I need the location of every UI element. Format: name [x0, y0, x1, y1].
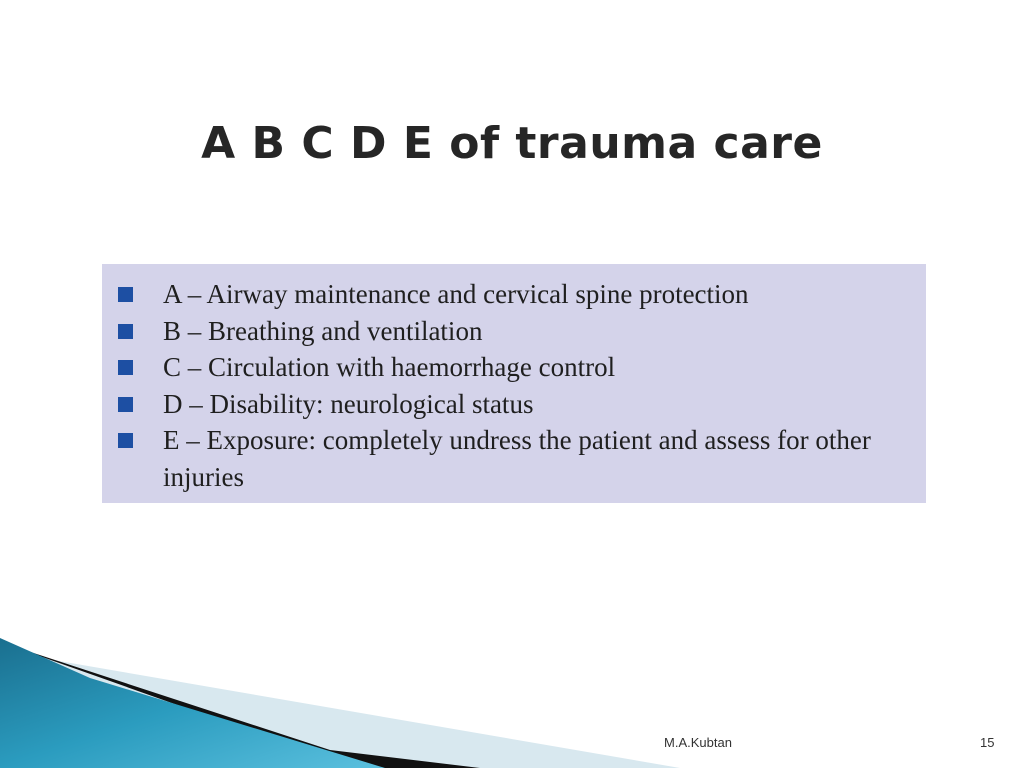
square-bullet-icon	[118, 433, 133, 448]
decorative-swoosh	[0, 638, 680, 768]
bullet-text: C – Circulation with haemorrhage control	[163, 352, 616, 382]
footer-author: M.A.Kubtan	[664, 735, 732, 750]
bullet-text: D – Disability: neurological status	[163, 388, 534, 419]
square-bullet-icon	[118, 324, 133, 339]
slide-title: A B C D E of trauma care	[201, 118, 823, 169]
bullet-list	[116, 276, 908, 495]
bullet-text: A – Airway maintenance and cervical spine protection	[163, 279, 749, 309]
square-bullet-icon	[118, 287, 133, 302]
list-item	[116, 313, 908, 350]
content-box	[102, 264, 926, 503]
square-bullet-icon	[118, 397, 133, 412]
list-item	[116, 386, 908, 423]
list-item	[116, 422, 908, 495]
page-number: 15	[980, 735, 995, 750]
list-item	[116, 276, 908, 313]
bullet-text: E – Exposure: completely undress the patient and assess for other injuries	[163, 425, 871, 492]
square-bullet-icon	[118, 360, 133, 375]
bullet-text: B – Breathing and ventilation	[163, 315, 483, 346]
list-item	[116, 349, 908, 386]
